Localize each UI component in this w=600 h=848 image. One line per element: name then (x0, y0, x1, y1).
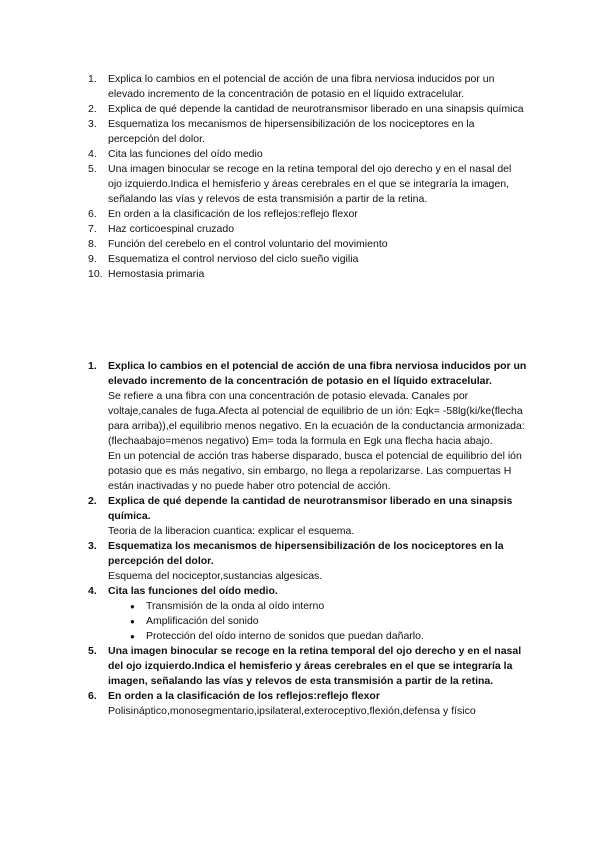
question-heading: En orden a la clasificación de los reflejos:reflejo flexor (108, 690, 380, 702)
item-number: 6. (88, 690, 97, 702)
item-number: 2. (88, 495, 97, 507)
question-item (88, 267, 528, 282)
question-heading: Esquematiza los mecanismos de hipersensibilización de los nociceptores en la percepción del dolor. (108, 540, 504, 567)
bullet-text: Protección del oído interno de sonidos que puedan dañarlo. (146, 630, 424, 642)
item-number: 8. (88, 238, 97, 250)
answer-list (88, 359, 538, 719)
item-number: 1. (88, 73, 97, 85)
bullet-icon: ● (130, 632, 135, 641)
bullet-item (130, 614, 538, 629)
question-item (88, 207, 528, 222)
item-number: 10. (88, 268, 103, 280)
item-number: 6. (88, 208, 97, 220)
item-number: 2. (88, 103, 97, 115)
question-text: En orden a la clasificación de los reflejos:reflejo flexor (108, 208, 358, 220)
answer-paragraph: En un potencial de acción tras haberse disparado, busca el potencial de equilibrio del ión potasio que es más negativo, sin embargo, no llega a repolarizarse. Las compuertas H están inactivadas y no puede haber otro potencial de acción. (108, 450, 522, 492)
answer-item-body (108, 689, 538, 719)
answer-item (88, 539, 538, 584)
item-number: 4. (88, 585, 97, 597)
answer-paragraph: Teoria de la liberacion cuantica: explicar el esquema. (108, 525, 355, 537)
answer-paragraph: Se refiere a una fibra con una concentración de potasio elevada. Canales por voltaje,canales de fuga.Afecta al potencial de equilibrio de un ión: Eqk= -58lg(ki/ke(flecha para arriba)),el equilibrio menos negativo. En la ecuación de la conductancia armonizada: (flechaabajo=menos negativo) Em= toda la formula en Egk una flecha hacia abajo. (108, 390, 525, 447)
question-item (88, 162, 528, 207)
answer-item-body (108, 539, 538, 584)
bullet-item (130, 629, 538, 644)
bullet-text: Transmisión de la onda al oído interno (146, 600, 325, 612)
item-number: 1. (88, 360, 97, 372)
question-item (88, 222, 528, 237)
item-number: 3. (88, 118, 97, 130)
item-number: 9. (88, 253, 97, 265)
question-text: Función del cerebelo en el control voluntario del movimiento (108, 238, 388, 250)
question-heading: Explica de qué depende la cantidad de neurotransmisor liberado en una sinapsis química. (108, 495, 513, 522)
bullet-item (130, 599, 538, 614)
item-number: 5. (88, 645, 97, 657)
item-number: 3. (88, 540, 97, 552)
answer-item-body (108, 644, 538, 689)
question-heading: Cita las funciones del oído medio. (108, 585, 278, 597)
question-item (88, 237, 528, 252)
answer-item (88, 584, 538, 644)
question-list (88, 72, 528, 282)
answer-item (88, 644, 538, 689)
question-text: Cita las funciones del oído medio (108, 148, 263, 160)
answer-paragraph: Esquema del nociceptor,sustancias algesicas. (108, 570, 323, 582)
question-text: Hemostasia primaria (108, 268, 205, 280)
question-item (88, 117, 528, 147)
answer-item-body (108, 494, 538, 539)
question-text: Una imagen binocular se recoge en la retina temporal del ojo derecho y en el nasal del ojo izquierdo.Indica el hemisferio y áreas cerebrales en el que se integraría la imagen, señalando las vías y relevos de esta transmisión a partir de la retina. (108, 163, 512, 205)
question-text: Explica lo cambios en el potencial de acción de una fibra nerviosa inducidos por un elevado incremento de la concentración de potasio en el líquido extracelular. (108, 73, 495, 100)
question-item (88, 252, 528, 267)
question-text: Explica de qué depende la cantidad de neurotransmisor liberado en una sinapsis química (108, 103, 524, 115)
question-text: Esquematiza el control nervioso del ciclo sueño vigilia (108, 253, 359, 265)
question-item (88, 147, 528, 162)
bullet-text: Amplificación del sonido (146, 615, 259, 627)
answer-item-body (108, 584, 538, 644)
answer-item (88, 689, 538, 719)
bullet-list (108, 599, 538, 644)
bullet-icon: ● (130, 602, 135, 611)
bullet-icon: ● (130, 617, 135, 626)
question-text: Haz corticoespinal cruzado (108, 223, 235, 235)
question-item (88, 102, 528, 117)
item-number: 5. (88, 163, 97, 175)
question-text: Esquematiza los mecanismos de hipersensibilización de los nociceptores en la percepción del dolor. (108, 118, 475, 145)
question-heading: Una imagen binocular se recoge en la retina temporal del ojo derecho y en el nasal del ojo izquierdo.Indica el hemisferio y áreas cerebrales en el que se integraría la imagen, señalando las vías y relevos de esta transmisión a partir de la retina. (108, 645, 522, 687)
answer-item (88, 494, 538, 539)
answer-item-body (108, 359, 538, 494)
item-number: 7. (88, 223, 97, 235)
answer-paragraph: Polisináptico,monosegmentario,ipsilateral,exteroceptivo,flexión,defensa y físico (108, 705, 476, 717)
answer-item (88, 359, 538, 494)
question-heading: Explica lo cambios en el potencial de acción de una fibra nerviosa inducidos por un elevado incremento de la concentración de potasio en el líquido extracelular. (108, 360, 527, 387)
question-item (88, 72, 528, 102)
item-number: 4. (88, 148, 97, 160)
